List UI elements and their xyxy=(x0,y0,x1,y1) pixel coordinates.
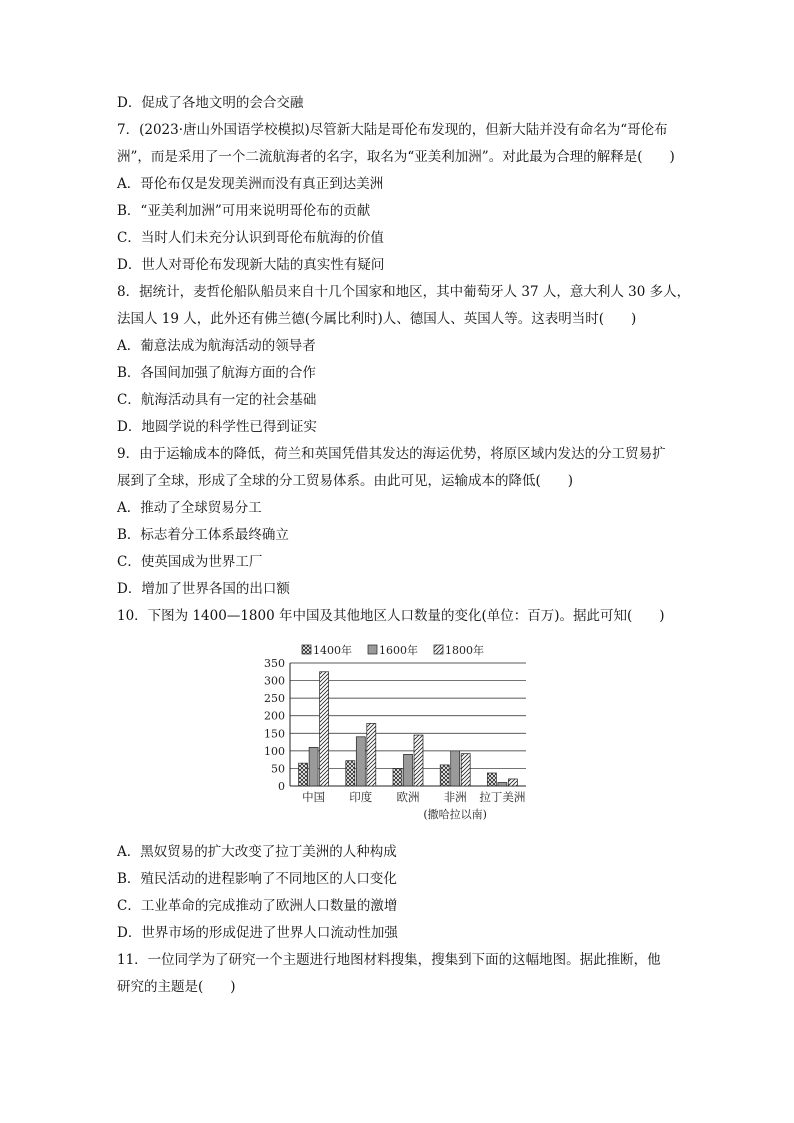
bar-2-2 xyxy=(356,737,365,786)
x-tick-label: 非洲 xyxy=(443,790,467,804)
q10-option-b: B．殖民活动的进程影响了不同地区的人口变化 xyxy=(117,871,397,887)
bar-1-5 xyxy=(487,773,496,786)
chart-bars xyxy=(299,672,518,786)
q7-option-c: C．当时人们未充分认识到哥伦布航海的价值 xyxy=(117,230,384,246)
chart-x-labels xyxy=(302,790,525,821)
y-tick-label: 100 xyxy=(264,744,285,758)
q7-option-b: B．“亚美利加洲”可用来说明哥伦布的贡献 xyxy=(117,203,371,219)
q6-option-d: D．促成了各地文明的会合交融 xyxy=(117,95,304,111)
x-tick-sublabel: (撒哈拉以南) xyxy=(423,808,487,821)
chart-legend xyxy=(302,643,484,657)
document-page xyxy=(117,90,691,1001)
q7-option-d: D．世人对哥伦布发现新大陆的真实性有疑问 xyxy=(117,257,385,273)
legend-swatch xyxy=(302,645,311,654)
q9-option-c: C．使英国成为世界工厂 xyxy=(117,554,263,570)
y-tick-label: 300 xyxy=(264,674,285,688)
q9-stem-2: 展到了全球，形成了全球的分工贸易体系。由此可见，运输成本的降低( ) xyxy=(117,473,574,489)
bar-2-5 xyxy=(498,782,507,786)
q9-stem-1: 9．由于运输成本的降低，荷兰和英国凭借其发达的海运优势，将原区域内发达的分工贸易扩 xyxy=(117,446,666,462)
population-bar-chart xyxy=(258,640,538,825)
q8-stem-2: 法国人 19 人，此外还有佛兰德(今属比利时)人、德国人、英国人等。这表明当时( ) xyxy=(117,311,637,327)
bar-3-5 xyxy=(508,779,517,786)
x-tick-label: 中国 xyxy=(302,790,326,804)
q11-stem-2: 研究的主题是( ) xyxy=(117,979,236,995)
bar-3-1 xyxy=(320,672,329,786)
q10-stem: 10．下图为 1400—1800 年中国及其他地区人口数量的变化(单位：百万)。据此可知( ) xyxy=(117,608,665,624)
q8-option-d: D．地圆学说的科学性已得到证实 xyxy=(117,419,317,435)
bar-2-4 xyxy=(451,751,460,786)
legend-swatch xyxy=(368,645,377,654)
legend-label: 1800年 xyxy=(445,644,484,657)
y-tick-label: 0 xyxy=(278,780,285,793)
bar-3-2 xyxy=(367,723,376,786)
q7-stem-1: 7．(2023·唐山外国语学校模拟)尽管新大陆是哥伦布发现的，但新大陆并没有命名为“哥伦布 xyxy=(117,122,668,138)
population-chart xyxy=(258,640,538,825)
bar-3-3 xyxy=(414,735,423,786)
y-tick-label: 350 xyxy=(264,657,285,670)
q8-stem-1: 8．据统计，麦哲伦船队船员来自十几个国家和地区，其中葡萄牙人 37 人，意大利人 30 多人， xyxy=(117,284,691,300)
bar-1-4 xyxy=(440,765,449,786)
bar-1-1 xyxy=(299,763,308,786)
legend-swatch xyxy=(434,645,443,654)
q11-stem-1: 11．一位同学为了研究一个主题进行地图材料搜集，搜集到下面的这幅地图。据此推断，他 xyxy=(117,952,661,968)
bar-2-3 xyxy=(404,754,413,786)
q10-option-d: D．世界市场的形成促进了世界人口流动性加强 xyxy=(117,925,398,941)
x-tick-label: 拉丁美洲 xyxy=(479,790,526,804)
y-tick-label: 50 xyxy=(271,762,285,776)
q8-option-c: C．航海活动具有一定的社会基础 xyxy=(117,392,317,408)
y-tick-label: 250 xyxy=(264,692,285,706)
bar-1-3 xyxy=(393,768,402,786)
q7-option-a: A．哥伦布仅是发现美洲而没有真正到达美洲 xyxy=(117,176,384,192)
bar-1-2 xyxy=(346,761,355,786)
q10-option-c: C．工业革命的完成推动了欧洲人口数量的激增 xyxy=(117,898,398,914)
y-tick-label: 200 xyxy=(264,709,285,723)
q8-option-b: B．各国间加强了航海方面的合作 xyxy=(117,365,316,381)
q9-option-b: B．标志着分工体系最终确立 xyxy=(117,527,289,543)
legend-label: 1600年 xyxy=(379,644,418,657)
y-tick-label: 150 xyxy=(264,727,285,741)
q9-option-a: A．推动了全球贸易分工 xyxy=(117,500,262,516)
q9-option-d: D．增加了世界各国的出口额 xyxy=(117,581,290,597)
q10-option-a: A．黑奴贸易的扩大改变了拉丁美洲的人种构成 xyxy=(117,844,397,860)
x-tick-label: 欧洲 xyxy=(396,790,420,804)
bar-3-4 xyxy=(461,754,470,786)
q7-stem-2: 洲”，而是采用了一个二流航海者的名字，取名为“亚美利加洲”。对此最为合理的解释是( ) xyxy=(117,149,675,165)
legend-label: 1400年 xyxy=(313,644,352,657)
bar-2-1 xyxy=(309,747,318,786)
x-tick-label: 印度 xyxy=(349,790,373,804)
q8-option-a: A．葡意法成为航海活动的领导者 xyxy=(117,338,316,354)
